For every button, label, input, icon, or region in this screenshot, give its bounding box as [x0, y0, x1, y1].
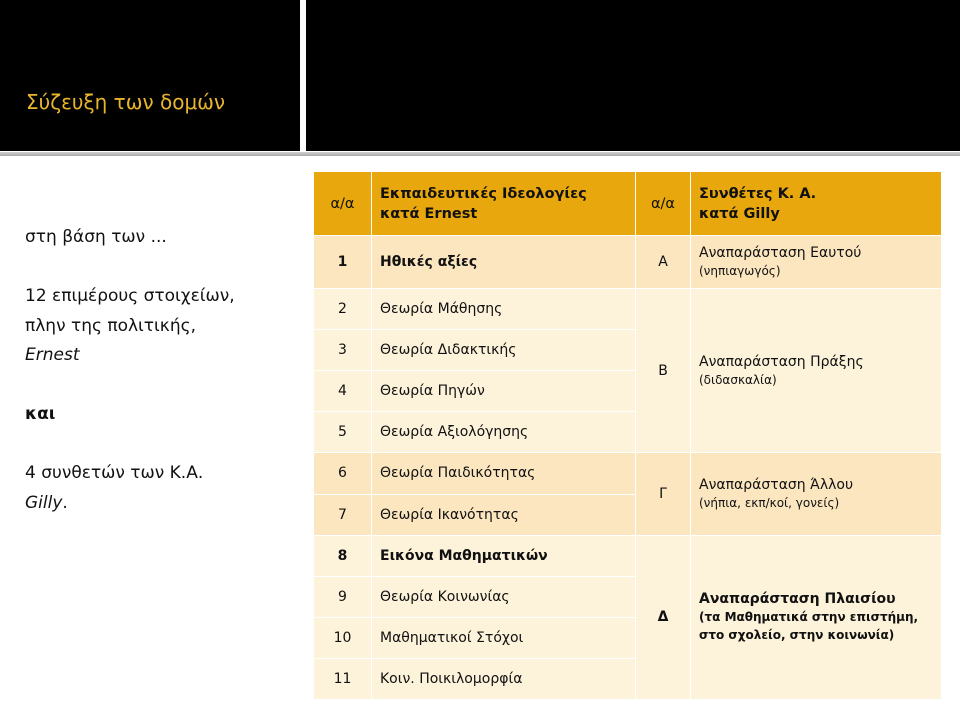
row-ideology: Θεωρία Πηγών	[372, 371, 636, 412]
group-title: Αναπαράσταση Άλλου	[699, 477, 854, 494]
left-text-period: .	[62, 492, 68, 513]
row-num: 11	[314, 658, 372, 699]
header-component-line2: κατά Gilly	[699, 205, 780, 222]
group-subtitle: (διδασκαλία)	[699, 372, 777, 387]
group-letter: Β	[636, 289, 691, 453]
left-text-line: 12 επιμέρους στοιχείων,	[25, 286, 235, 306]
header-num-2: α/α	[636, 172, 691, 236]
group-description	[691, 289, 942, 453]
table-row	[314, 236, 942, 289]
group-subtitle: (νήπια, εκπ/κοί, γονείς)	[699, 496, 840, 511]
left-text-line: πλην της πολιτικής,	[25, 315, 196, 336]
row-ideology: Μαθηματικοί Στόχοι	[372, 617, 636, 658]
group-letter: Δ	[636, 535, 691, 699]
group-description	[691, 236, 942, 289]
header-panel	[306, 0, 960, 151]
header-divider	[0, 152, 960, 156]
row-num: 4	[314, 371, 372, 412]
row-ideology: Εικόνα Μαθηματικών	[372, 535, 636, 576]
header-ideology-line2: κατά Ernest	[380, 205, 478, 222]
ideology-table	[313, 171, 942, 700]
header-component	[691, 172, 942, 236]
group-title: Αναπαράσταση Εαυτού	[699, 245, 862, 262]
table-header-row	[314, 172, 942, 236]
row-num: 10	[314, 617, 372, 658]
header-ideology-line1: Εκπαιδευτικές Ιδεολογίες	[380, 185, 587, 202]
group-subtitle: (τα Μαθηματικά στην επιστήμη,	[699, 610, 919, 625]
group-title: Αναπαράσταση Πράξης	[699, 353, 864, 370]
group-letter: Α	[636, 236, 691, 289]
left-text-line: Ernest	[25, 345, 80, 365]
group-description	[691, 453, 942, 535]
group-subtitle: στο σχολείο, στην κοινωνία)	[699, 628, 895, 643]
row-ideology: Θεωρία Αξιολόγησης	[372, 412, 636, 453]
row-ideology: Θεωρία Κοινωνίας	[372, 576, 636, 617]
table-row	[314, 535, 942, 576]
group-title: Αναπαράσταση Πλαισίου	[699, 591, 896, 608]
row-num: 3	[314, 330, 372, 371]
row-num: 9	[314, 576, 372, 617]
row-ideology: Κοιν. Ποικιλομορφία	[372, 658, 636, 699]
row-ideology: Θεωρία Μάθησης	[372, 289, 636, 330]
table-row	[314, 453, 942, 494]
row-num: 1	[314, 236, 372, 289]
group-subtitle: (νηπιαγωγός)	[699, 264, 781, 279]
title-panel	[0, 0, 300, 151]
table-row	[314, 289, 942, 330]
row-ideology: Θεωρία Ικανότητας	[372, 494, 636, 535]
row-ideology: Θεωρία Διδακτικής	[372, 330, 636, 371]
row-num: 5	[314, 412, 372, 453]
row-num: 2	[314, 289, 372, 330]
header-ideology	[372, 172, 636, 236]
left-text-line: 4 συνθετών των Κ.Α.	[25, 463, 204, 483]
header-num-1: α/α	[314, 172, 372, 236]
row-ideology: Θεωρία Παιδικότητας	[372, 453, 636, 494]
row-ideology: Ηθικές αξίες	[372, 236, 636, 289]
row-num: 7	[314, 494, 372, 535]
row-num: 6	[314, 453, 372, 494]
left-text-name: Gilly	[25, 492, 63, 513]
row-num: 8	[314, 535, 372, 576]
left-text-line: και	[25, 404, 56, 424]
left-text-block	[25, 223, 300, 518]
left-text-line: στη βάση των ...	[25, 227, 167, 247]
group-description	[691, 535, 942, 699]
left-text-line	[25, 489, 300, 519]
group-letter: Γ	[636, 453, 691, 535]
header-component-line1: Συνθέτες Κ. Α.	[699, 185, 817, 202]
slide-title: Σύζευξη των δομών	[26, 90, 226, 114]
